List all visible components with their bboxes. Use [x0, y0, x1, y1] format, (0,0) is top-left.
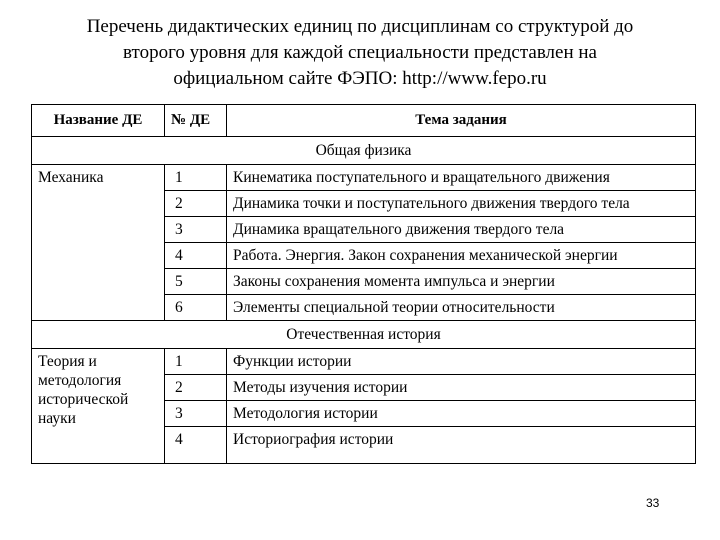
- unit-topic: Динамика вращательного движения твердого тела: [227, 217, 696, 243]
- unit-topic: Методы изучения истории: [227, 375, 696, 401]
- unit-topic: Методология истории: [227, 401, 696, 427]
- unit-number: 1: [165, 165, 227, 191]
- unit-number: 6: [165, 295, 227, 321]
- unit-number: 2: [165, 375, 227, 401]
- section-title: Общая физика: [32, 137, 696, 165]
- table-row: [32, 165, 696, 191]
- unit-number: 1: [165, 349, 227, 375]
- table-header-row: [32, 105, 696, 137]
- page-number: 33: [646, 496, 660, 510]
- unit-number: 4: [165, 243, 227, 269]
- unit-number: 2: [165, 191, 227, 217]
- table-row: [32, 349, 696, 375]
- title-line-2: второго уровня для каждой специальности представлен на: [123, 42, 597, 63]
- unit-topic: Работа. Энергия. Закон сохранения механической энергии: [227, 243, 696, 269]
- unit-number: 3: [165, 401, 227, 427]
- title-line-3: официальном сайте ФЭПО: http://www.fepo.ru: [173, 68, 547, 89]
- unit-number: 3: [165, 217, 227, 243]
- unit-topic: Кинематика поступательного и вращательного движения: [227, 165, 696, 191]
- header-name: Название ДЕ: [32, 105, 165, 137]
- unit-topic: Законы сохранения момента импульса и энергии: [227, 269, 696, 295]
- section-title: Отечественная история: [32, 321, 696, 349]
- section-row-physics: [32, 137, 696, 165]
- unit-topic: Динамика точки и поступательного движения твердого тела: [227, 191, 696, 217]
- unit-number: 5: [165, 269, 227, 295]
- header-topic: Тема задания: [227, 105, 696, 137]
- unit-name: Механика: [32, 165, 165, 321]
- unit-topic: Историография истории: [227, 427, 696, 464]
- unit-topic: Функции истории: [227, 349, 696, 375]
- header-number: № ДЕ: [165, 105, 227, 137]
- title-line-1: Перечень дидактических единиц по дисциплинам со структурой до: [86, 16, 634, 37]
- didactic-units-table: [31, 104, 696, 464]
- unit-number: 4: [165, 427, 227, 464]
- unit-topic: Элементы специальной теории относительности: [227, 295, 696, 321]
- section-row-history: [32, 321, 696, 349]
- page-title: [40, 14, 680, 92]
- unit-name: Теория и методология исторической науки: [32, 349, 165, 464]
